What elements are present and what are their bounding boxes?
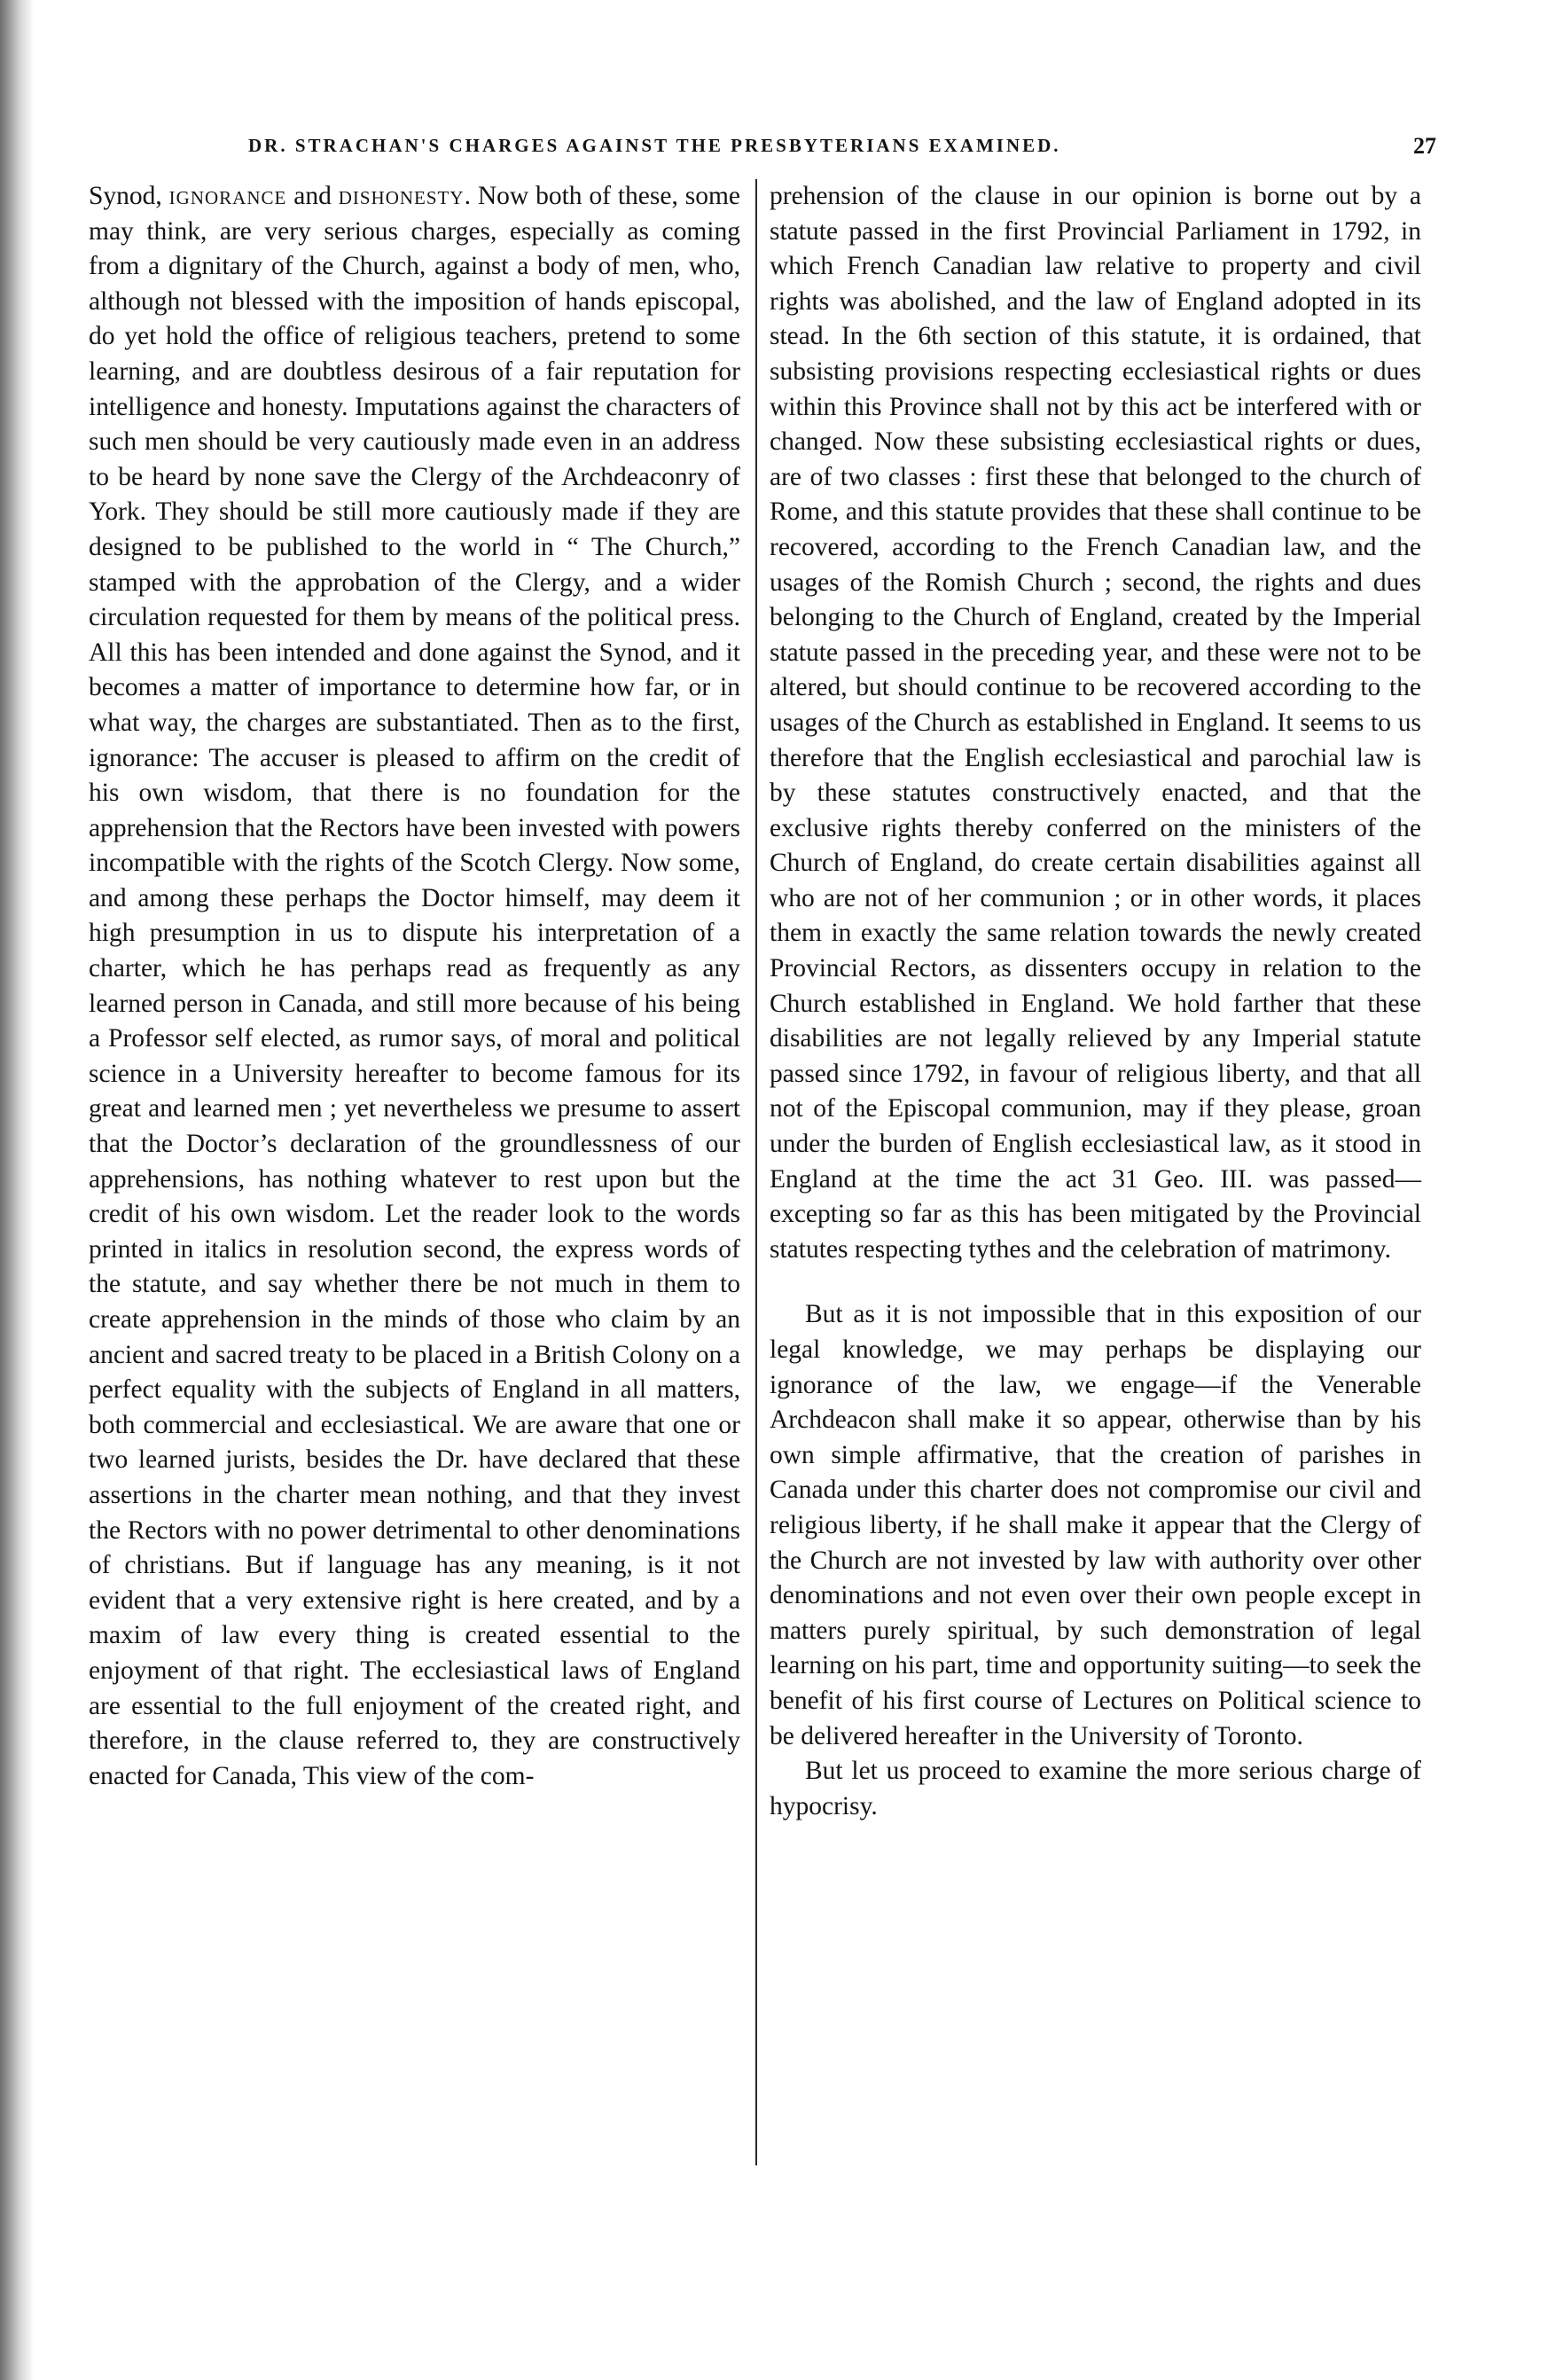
book-page bbox=[89, 133, 1436, 2243]
page-binding-shadow bbox=[0, 0, 34, 2380]
paragraph-right-1: prehension of the clause in our opinion is borne out by a statute passed in the first Provincial Parliament in 1792, in which French Canadian law relative to property and civil rights was abolished, and the law of England adopted in its stead. In the 6th section of this statute, it is ordained, that subsisting provisions respecting ecclesiastical rights or dues within this Province shall not by this act be interfered with or changed. Now these subsisting ecclesiastical rights or dues, are of two classes : first these that belonged to the church of Rome, and this statute provides that these shall continue to be recovered, according to the French Canadian law, and the usages of the Romish Church ; second, the rights and dues belonging to the Church of England, created by the Imperial statute passed in the preceding year, and these were not to be altered, but should continue to be recovered according to the usages of the Church as established in England. It seems to us therefore that the English ecclesiastical and parochial law is by these statutes constructively enacted, and that the exclusive rights thereby conferred on the ministers of the Church of England, do create certain disabilities against all who are not of her communion ; or in other words, it places them in exactly the same relation towards the newly created Provincial Rectors, as dissenters occupy in relation to the Church established in England. We hold farther that these disabilities are not legally relieved by any Imperial statute passed since 1792, in favour of religious liberty, and that all not of the Episcopal communion, may if they please, groan under the burden of English ecclesiastical law, as it stood in England at the time the act 31 Geo. III. was passed—excepting so far as this has been mitigated by the Provincial statutes respecting tythes and the celebration of matrimony. bbox=[770, 182, 1421, 1264]
running-title: DR. STRACHAN'S CHARGES AGAINST THE PRESBYTERIANS EXAMINED. bbox=[248, 135, 1061, 156]
text-run: and bbox=[286, 182, 339, 210]
keyword-ignorance: ignorance bbox=[168, 182, 287, 210]
keyword-dishonesty: dishonesty bbox=[338, 182, 465, 210]
left-column bbox=[89, 179, 740, 1794]
running-head bbox=[89, 133, 1436, 168]
text-run: . Now both of these, some may think, are very serious charges, especially as coming from a dignitary of the Church, against a body of men, who, although not blessed with the imposition of hands episcopal, do yet hold the office of religious teachers, pretend to some learning, and are doubtless desirous of a fair reputation for intelligence and honesty. Imputations against the characters of such men should be very cautiously made even in an address to be heard by none save the Clergy of the Archdeaconry of York. They should be still more cautiously made if they are designed to be published to the world in “ The Church,” stamped with the approbation of the Clergy, and a wider circulation requested for them by means of the political press. All this has been intended and done against the Synod, and it becomes a matter of importance to determine how far, or in what way, the charges are substantiated. Then as to the first, ignorance: The accuser is pleased to affirm on the credit of his own wisdom, that there is no foundation for the apprehension that the Rectors have been invested with powers incompatible with the rights of the Scotch Clergy. Now some, and among these perhaps the Doctor himself, may deem it high presumption in us to dispute his interpretation of a charter, which he has perhaps read as frequently as any learned person in Canada, and still more because of his being a Professor self elected, as rumor says, of moral and political science in a University hereafter to become famous for its great and learned men ; yet nevertheless we presume to assert that the Doctor’s declaration of the groundlessness of our apprehensions, has nothing whatever to rest upon but the credit of his own wisdom. Let the reader look to the words printed in italics in resolution second, the express words of the statute, and say whether there be not much in them to create apprehension in the minds of those who claim by an ancient and sacred treaty to be placed in a British Colony on a perfect equality with the subjects of England in all matters, both commercial and ecclesiastical. We are aware that one or two learned jurists, besides the Dr. have declared that these assertions in the charter mean nothing, and that they invest the Rectors with no power detrimental to other denominations of christians. But if language has any meaning, is it not evident that a very extensive right is here created, and by a maxim of law every thing is created essential to the enjoyment of that right. The ecclesiastical laws of England are essential to the full enjoyment of the created right, and therefore, in the clause referred to, they are constructively enacted for Canada, This view of the com- bbox=[89, 182, 740, 1790]
paragraph-left-1 bbox=[89, 179, 740, 1794]
paragraph-right-3: But let us proceed to examine the more serious charge of hypocrisy. bbox=[770, 1757, 1421, 1820]
paragraph-right-2: But as it is not impossible that in this exposition of our legal knowledge, we may perhaps be displaying our ignorance of the law, we engage—if the Venerable Archdeacon shall make it so appear, otherwise than by his own simple affirmative, that the creation of parishes in Canada under this charter does not compromise our civil and religious liberty, if he shall make it appear that the Clergy of the Church are not invested by law with authority over other denominations and not even over their own people except in matters purely spiritual, by such demonstration of legal learning on his part, time and opportunity suiting—to seek the benefit of his first course of Lectures on Political science to be delivered hereafter in the University of Toronto. bbox=[770, 1300, 1421, 1750]
text-run: Synod, bbox=[89, 182, 169, 210]
page-number: 27 bbox=[1413, 133, 1436, 159]
column-divider bbox=[755, 179, 757, 2165]
right-column bbox=[770, 179, 1421, 1824]
